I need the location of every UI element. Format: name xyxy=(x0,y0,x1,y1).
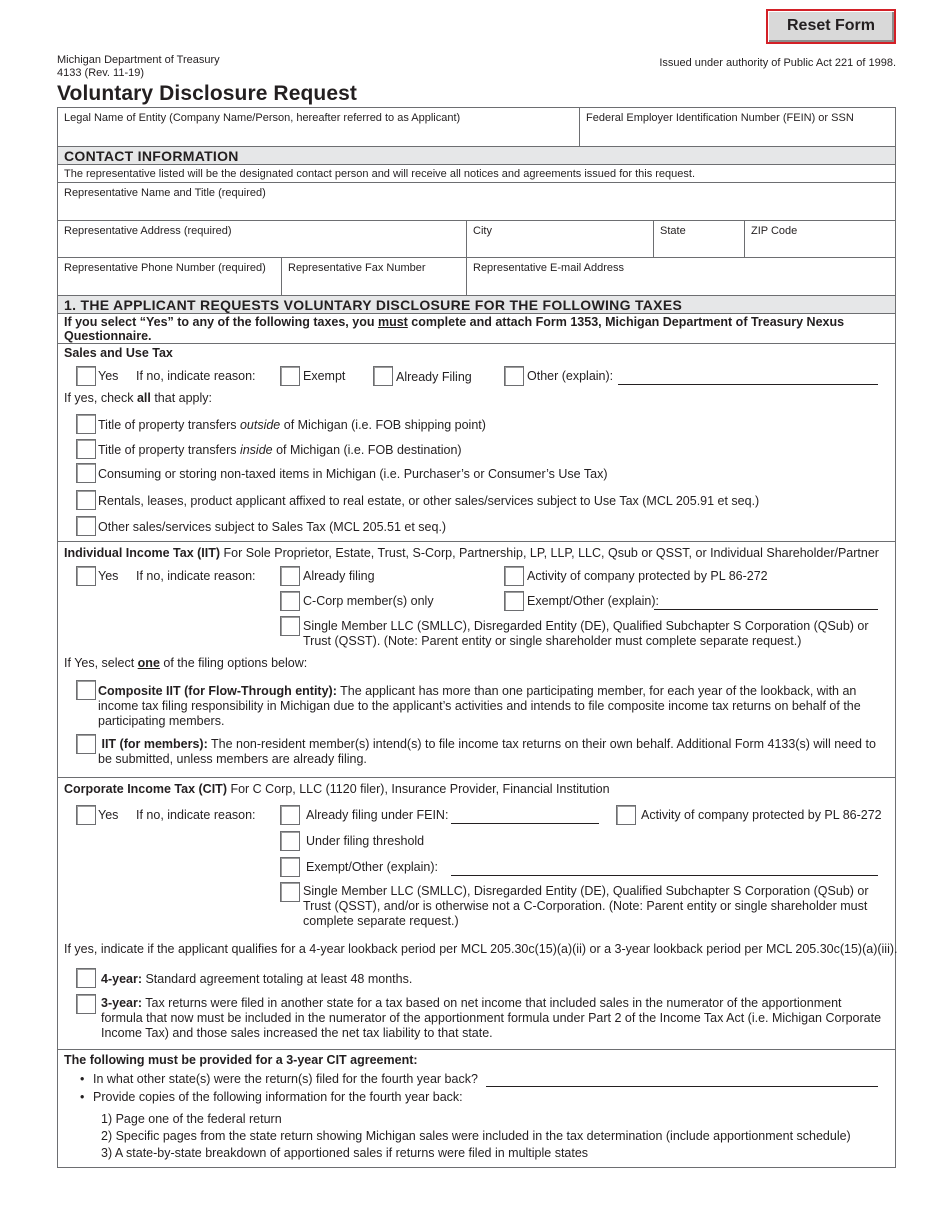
cit3-bullet2-marker: • xyxy=(80,1090,85,1104)
iit-composite-label xyxy=(98,684,883,729)
cit-activity-checkbox[interactable] xyxy=(616,805,636,825)
sales-check-all-note xyxy=(64,391,212,406)
cit-3year-text: Tax returns were filed in another state for a tax based on net income that included sales in the numerator of the apportionment formula that now must be included in the numerator of the apportionment formula under Part 2 of the Income Tax Act (i.e. Michigan Corporate Income Tax) and those sales increased the net tax liability to that state. xyxy=(101,996,882,1040)
iit-yes-checkbox[interactable] xyxy=(76,566,96,586)
sales-option2-text-end: of Michigan (i.e. FOB destination) xyxy=(272,443,462,457)
cit-yes-checkbox[interactable] xyxy=(76,805,96,825)
rep-name-field[interactable] xyxy=(58,183,895,221)
iit-exempt-explain-input[interactable] xyxy=(654,609,878,610)
cit-lookback-note: If yes, indicate if the applicant qualifies for a 4-year lookback period per MCL 205.30c(15)(a)(ii) or a 3-year lookback period per MCL 205.30c(15)(a)(iii). xyxy=(64,942,898,956)
sales-other-explain-input[interactable] xyxy=(618,384,878,385)
sales-option2-label xyxy=(98,443,462,458)
cit3-states-input[interactable] xyxy=(486,1086,878,1087)
zip-label: ZIP Code xyxy=(751,225,798,237)
reset-form-button[interactable]: Reset Form xyxy=(766,9,896,44)
iit-members-label xyxy=(98,737,883,767)
cit3-heading: The following must be provided for a 3-year CIT agreement: xyxy=(64,1053,418,1067)
sales-check-text-end: that apply: xyxy=(150,391,213,405)
iit-select-one-note xyxy=(64,656,307,671)
sales-exempt-checkbox[interactable] xyxy=(280,366,300,386)
section1-note xyxy=(64,315,879,343)
cit3-item2: 2) Specific pages from the state return showing Michigan sales were included in the tax determination (include apportionment schedule) xyxy=(101,1129,851,1143)
state-label: State xyxy=(660,225,686,237)
rep-email-label: Representative E-mail Address xyxy=(473,262,625,274)
sales-yes-checkbox[interactable] xyxy=(76,366,96,386)
iit-yes-label: Yes xyxy=(98,569,119,583)
cit-3year-label xyxy=(101,996,886,1041)
iit-title xyxy=(64,546,879,561)
sales-option1-checkbox[interactable] xyxy=(76,414,96,434)
iit-select-one: one xyxy=(137,656,160,670)
rep-phone-label: Representative Phone Number (required) xyxy=(64,262,266,274)
iit-single-member-label: Single Member LLC (SMLLC), Disregarded Entity (DE), Qualified Subchapter S Corporation (QSub) or Trust (QSST). (Note: Parent entity or single shareholder must complete separate request.) xyxy=(303,619,869,648)
iit-activity-checkbox[interactable] xyxy=(504,566,524,586)
city-field[interactable] xyxy=(467,221,654,258)
iit-activity-label: Activity of company protected by PL 86-272 xyxy=(527,569,768,583)
sales-option5-label: Other sales/services subject to Sales Tax (MCL 205.51 et seq.) xyxy=(98,520,447,534)
iit-composite-checkbox[interactable] xyxy=(76,680,96,700)
section1-note-must: must xyxy=(377,315,408,329)
cit-3year-bold: 3-year: xyxy=(101,996,142,1010)
cit-threshold-checkbox[interactable] xyxy=(280,831,300,851)
iit-already-filing-label: Already filing xyxy=(303,569,375,583)
rep-address-label: Representative Address (required) xyxy=(64,225,232,237)
cit-fein-input[interactable] xyxy=(451,823,599,824)
cit-4year-bold: 4-year: xyxy=(101,972,142,986)
sales-option3-label: Consuming or storing non-taxed items in Michigan (i.e. Purchaser’s or Consumer’s Use Tax) xyxy=(98,467,608,481)
cit3-bullet2: Provide copies of the following information for the fourth year back: xyxy=(93,1090,463,1104)
sales-other-label: Other (explain): xyxy=(527,369,614,383)
rep-address-field[interactable] xyxy=(58,221,467,258)
sales-option3-checkbox[interactable] xyxy=(76,463,96,483)
form-body xyxy=(57,107,896,1168)
cit-title xyxy=(64,782,610,797)
cit-exempt-other-label: Exempt/Other (explain): xyxy=(306,860,438,874)
sales-check-all: all xyxy=(136,391,151,405)
cit-single-member-checkbox[interactable] xyxy=(280,882,300,902)
legal-name-label: Legal Name of Entity (Company Name/Person, hereafter referred to as Applicant) xyxy=(64,112,461,124)
sales-title: Sales and Use Tax xyxy=(64,346,173,360)
sales-option1-em: outside xyxy=(239,418,281,432)
sales-option4-label: Rentals, leases, product applicant affixed to real estate, or other sales/services subject to Use Tax (MCL 205.91 et seq.) xyxy=(98,494,760,508)
agency-name: Michigan Department of Treasury xyxy=(57,54,220,66)
sales-option2-em: inside xyxy=(239,443,273,457)
iit-exempt-other-checkbox[interactable] xyxy=(504,591,524,611)
sales-option4-checkbox[interactable] xyxy=(76,490,96,510)
sales-option5-checkbox[interactable] xyxy=(76,516,96,536)
cit-3year-checkbox[interactable] xyxy=(76,994,96,1014)
iit-single-member-checkbox[interactable] xyxy=(280,616,300,636)
iit-composite-bold: Composite IIT (for Flow-Through entity): xyxy=(98,684,337,698)
sales-check-text: If yes, check xyxy=(64,391,137,405)
cit-4year-checkbox[interactable] xyxy=(76,968,96,988)
sales-yes-label: Yes xyxy=(98,369,119,383)
iit-members-text: The non-resident member(s) intend(s) to file income tax returns on their own behalf. Additional Form 4133(s) will need to be submitted, unless members are already filing. xyxy=(98,737,876,766)
city-label: City xyxy=(473,225,492,237)
iit-members-bold: IIT (for members): xyxy=(101,737,208,751)
cit3-bullet1: In what other state(s) were the return(s) filed for the fourth year back? xyxy=(93,1072,478,1086)
sales-other-checkbox[interactable] xyxy=(504,366,524,386)
cit3-item1: 1) Page one of the federal return xyxy=(101,1112,282,1126)
sales-already-filing-label: Already Filing xyxy=(396,370,472,384)
cit-threshold-label: Under filing threshold xyxy=(306,834,425,848)
sales-option2-checkbox[interactable] xyxy=(76,439,96,459)
iit-exempt-other-label: Exempt/Other (explain): xyxy=(527,594,659,608)
section1-heading: 1. THE APPLICANT REQUESTS VOLUNTARY DISCLOSURE FOR THE FOLLOWING TAXES xyxy=(58,295,895,314)
cit-exempt-other-checkbox[interactable] xyxy=(280,857,300,877)
cit-yes-label: Yes xyxy=(98,808,119,822)
sales-exempt-label: Exempt xyxy=(303,369,346,383)
rep-email-field[interactable] xyxy=(467,258,895,296)
contact-note: The representative listed will be the designated contact person and will receive all notices and agreements issued for this request. xyxy=(64,168,696,180)
iit-ccorp-label: C-Corp member(s) only xyxy=(303,594,434,608)
sales-option1-text: Title of property transfers xyxy=(98,418,240,432)
fein-label: Federal Employer Identification Number (FEIN) or SSN xyxy=(586,112,854,124)
cit3-bullet1-marker: • xyxy=(80,1072,85,1086)
zip-field[interactable] xyxy=(745,221,895,258)
cit-exempt-explain-input[interactable] xyxy=(451,875,878,876)
iit-composite-text: The applicant has more than one participating member, for each year of the lookback, with an income tax filing responsibility in Michigan due to the applicant’s activities and intends to file composite income tax returns on behalf of the participating members. xyxy=(98,684,861,728)
section1-note-text: If you select “Yes” to any of the following taxes, you xyxy=(64,315,378,329)
cit-already-filing-label: Already filing under FEIN: xyxy=(306,808,449,822)
fein-field[interactable] xyxy=(580,108,895,146)
iit-if-no-label: If no, indicate reason: xyxy=(136,569,256,583)
iit-title-bold: Individual Income Tax (IIT) xyxy=(64,546,221,560)
cit-already-filing-checkbox[interactable] xyxy=(280,805,300,825)
iit-select-text-end: of the filing options below: xyxy=(159,656,308,670)
sales-option1-text-end: of Michigan (i.e. FOB shipping point) xyxy=(280,418,486,432)
sales-already-filing-checkbox[interactable] xyxy=(373,366,393,386)
iit-select-text: If Yes, select xyxy=(64,656,138,670)
form-number: 4133 (Rev. 11-19) xyxy=(57,67,145,79)
authority-note: Issued under authority of Public Act 221 of 1998. xyxy=(659,57,896,69)
cit-4year-label xyxy=(101,972,412,987)
rep-name-label: Representative Name and Title (required) xyxy=(64,187,266,199)
iit-title-rest: For Sole Proprietor, Estate, Trust, S-Corp, Partnership, LP, LLP, LLC, Qsub or QSST, or Individual Shareholder/Partner xyxy=(220,546,879,560)
section1-note-text-end: complete and attach Form 1353, Michigan Department of Treasury Nexus Questionnaire. xyxy=(64,315,845,343)
iit-ccorp-checkbox[interactable] xyxy=(280,591,300,611)
rep-fax-field[interactable] xyxy=(282,258,467,296)
rep-phone-field[interactable] xyxy=(58,258,282,296)
cit-single-member-label: Single Member LLC (SMLLC), Disregarded Entity (DE), Qualified Subchapter S Corporation (QSub) or Trust (QSST), and/or is otherwise not a C-Corporation. (Note: Parent entity or single shareholder must complete separate request.) xyxy=(303,884,869,928)
cit-title-rest: For C Corp, LLC (1120 filer), Insurance Provider, Financial Institution xyxy=(226,782,610,796)
state-field[interactable] xyxy=(654,221,745,258)
legal-name-field[interactable] xyxy=(58,108,580,146)
cit-if-no-label: If no, indicate reason: xyxy=(136,808,256,822)
cit-activity-label: Activity of company protected by PL 86-272 xyxy=(641,808,882,822)
iit-already-filing-checkbox[interactable] xyxy=(280,566,300,586)
cit3-item3: 3) A state-by-state breakdown of apportioned sales if returns were filed in multiple states xyxy=(101,1146,589,1160)
iit-members-checkbox[interactable] xyxy=(76,734,96,754)
cit-title-bold: Corporate Income Tax (CIT) xyxy=(64,782,227,796)
sales-option1-label xyxy=(98,418,486,433)
sales-if-no-label: If no, indicate reason: xyxy=(136,369,256,383)
sales-option2-text: Title of property transfers xyxy=(98,443,240,457)
contact-section-heading: CONTACT INFORMATION xyxy=(58,146,895,165)
rep-fax-label: Representative Fax Number xyxy=(288,262,426,274)
cit-4year-text: Standard agreement totaling at least 48 months. xyxy=(142,972,413,986)
page-title: Voluntary Disclosure Request xyxy=(57,82,357,105)
